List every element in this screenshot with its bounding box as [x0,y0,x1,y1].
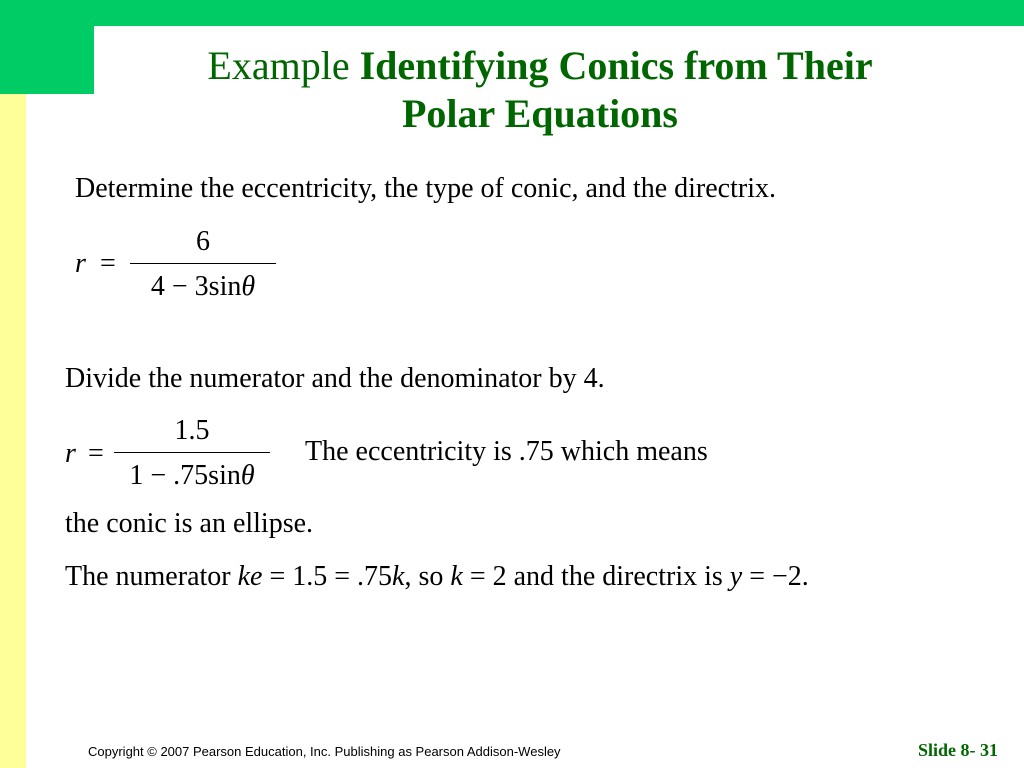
eq1-fraction-bar [130,263,276,264]
eq1-denominator-var: θ [241,271,256,302]
eccentricity-text: The eccentricity is .75 which means [305,436,708,467]
eq2-numerator: 1.5 [174,415,210,446]
title-bold-line1: Identifying Conics from Their [359,43,873,88]
title-prefix: Example [207,43,350,88]
slide-title [110,42,970,138]
eq2-fraction-bar [114,452,270,453]
eq1-denominator [130,270,276,304]
slide-number: Slide 8- 31 [917,740,998,760]
conic-type-text: the conic is an ellipse. [65,508,314,539]
conclusion-part4: = 2 and the directrix is [462,561,730,592]
copyright-footer: Copyright © 2007 Pearson Education, Inc. Publishing as Pearson Addison-Wesley [88,744,561,759]
conclusion-part2: = 1.5 = .75 [262,561,393,592]
conclusion-k1: k [392,561,405,592]
conclusion-part1: The numerator [65,561,238,592]
title-bold-line2: Polar Equations [402,91,678,136]
eq1-lhs: r [75,248,86,279]
eq2-denominator-prefix: 1 − .75sin [129,460,241,491]
conclusion-y: y [729,561,743,592]
conclusion-ke: ke [237,561,263,592]
eq2-fraction [114,414,270,494]
eq1-numerator: 6 [196,226,210,257]
step-text: Divide the numerator and the denominator by 4. [65,363,605,394]
intro-text: Determine the eccentricity, the type of conic, and the directrix. [75,173,776,204]
eq2-equals: = [88,438,104,469]
eq2-denominator-var: θ [240,460,255,491]
eq2-denominator [114,459,270,493]
top-accent-bar [0,0,1024,26]
conclusion-text [65,560,809,594]
conclusion-k2: k [450,561,463,592]
conclusion-part5: = −2. [742,561,809,592]
eq1-fraction [130,225,276,305]
corner-accent-square [0,0,94,94]
eq1-equals: = [100,248,116,279]
eq1-denominator-prefix: 4 − 3sin [150,271,242,302]
left-accent-bar [0,0,26,768]
eq2-lhs: r [65,438,76,469]
conclusion-part3: , so [404,561,451,592]
